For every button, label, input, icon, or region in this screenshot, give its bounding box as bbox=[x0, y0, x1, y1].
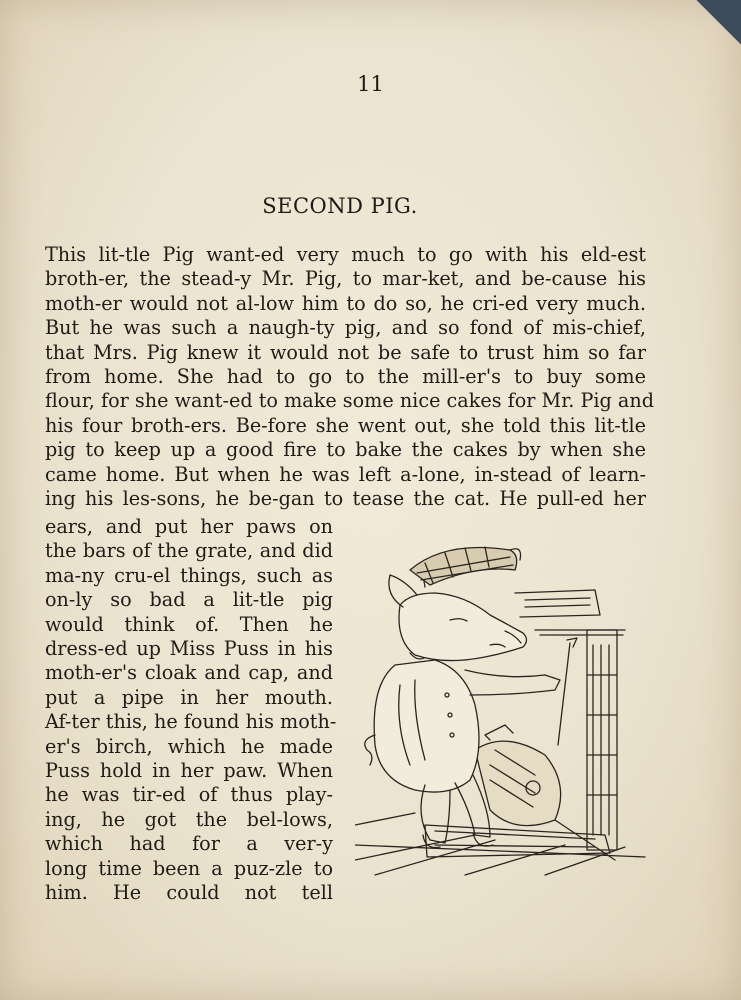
text-line: moth-er's cloak and cap, and bbox=[45, 661, 333, 685]
text-line: would think of. Then he bbox=[45, 612, 333, 636]
text-line: long time been a puz-zle to bbox=[45, 856, 333, 880]
text-line: he was tir-ed of thus play- bbox=[45, 783, 333, 807]
text-line: from home. She had to go to the mill-er's to buy some bbox=[45, 365, 646, 389]
text-line: put a pipe in her mouth. bbox=[45, 685, 333, 709]
text-line: which had for a ver-y bbox=[45, 832, 333, 856]
text-line: on-ly so bad a lit-tle pig bbox=[45, 588, 333, 612]
text-line: flour, for she want-ed to make some nice cakes for Mr. Pig and bbox=[45, 389, 654, 413]
text-line: the bars of the grate, and did bbox=[45, 539, 333, 563]
pig-with-bellows-illustration bbox=[355, 535, 655, 880]
text-line: Af-ter this, he found his moth- bbox=[45, 710, 337, 734]
text-line: pig to keep up a good fire to bake the cakes by when she bbox=[45, 438, 646, 462]
text-line: ma-ny cru-el things, such as bbox=[45, 563, 333, 587]
text-line: came home. But when he was left a-lone, in-stead of learn- bbox=[45, 462, 646, 486]
page-corner bbox=[681, 0, 741, 50]
page-number: 11 bbox=[357, 72, 384, 96]
body-text-full bbox=[45, 243, 654, 511]
text-line: This lit-tle Pig want-ed very much to go with his eld-est bbox=[45, 243, 646, 266]
text-line: Puss hold in her paw. When bbox=[45, 759, 333, 783]
text-line: ears, and put her paws on bbox=[45, 515, 333, 538]
chapter-title: SECOND PIG. bbox=[262, 194, 418, 218]
text-line: ing, he got the bel-lows, bbox=[45, 807, 333, 831]
text-line: dress-ed up Miss Puss in his bbox=[45, 637, 333, 661]
text-line: But he was such a naugh-ty pig, and so fond of mis-chief, bbox=[45, 316, 646, 340]
text-line: ing his les-sons, he be-gan to tease the cat. He pull-ed her bbox=[45, 487, 646, 511]
text-line: that Mrs. Pig knew it would not be safe to trust him so far bbox=[45, 340, 646, 364]
text-line: moth-er would not al-low him to do so, he cri-ed very much. bbox=[45, 291, 646, 315]
body-text-narrow bbox=[45, 515, 337, 906]
text-line: er's birch, which he made bbox=[45, 734, 333, 758]
text-line: broth-er, the stead-y Mr. Pig, to mar-ket, and be-cause his bbox=[45, 267, 646, 291]
text-line: his four broth-ers. Be-fore she went out, she told this lit-tle bbox=[45, 413, 646, 437]
text-line: him. He could not tell bbox=[45, 881, 333, 905]
